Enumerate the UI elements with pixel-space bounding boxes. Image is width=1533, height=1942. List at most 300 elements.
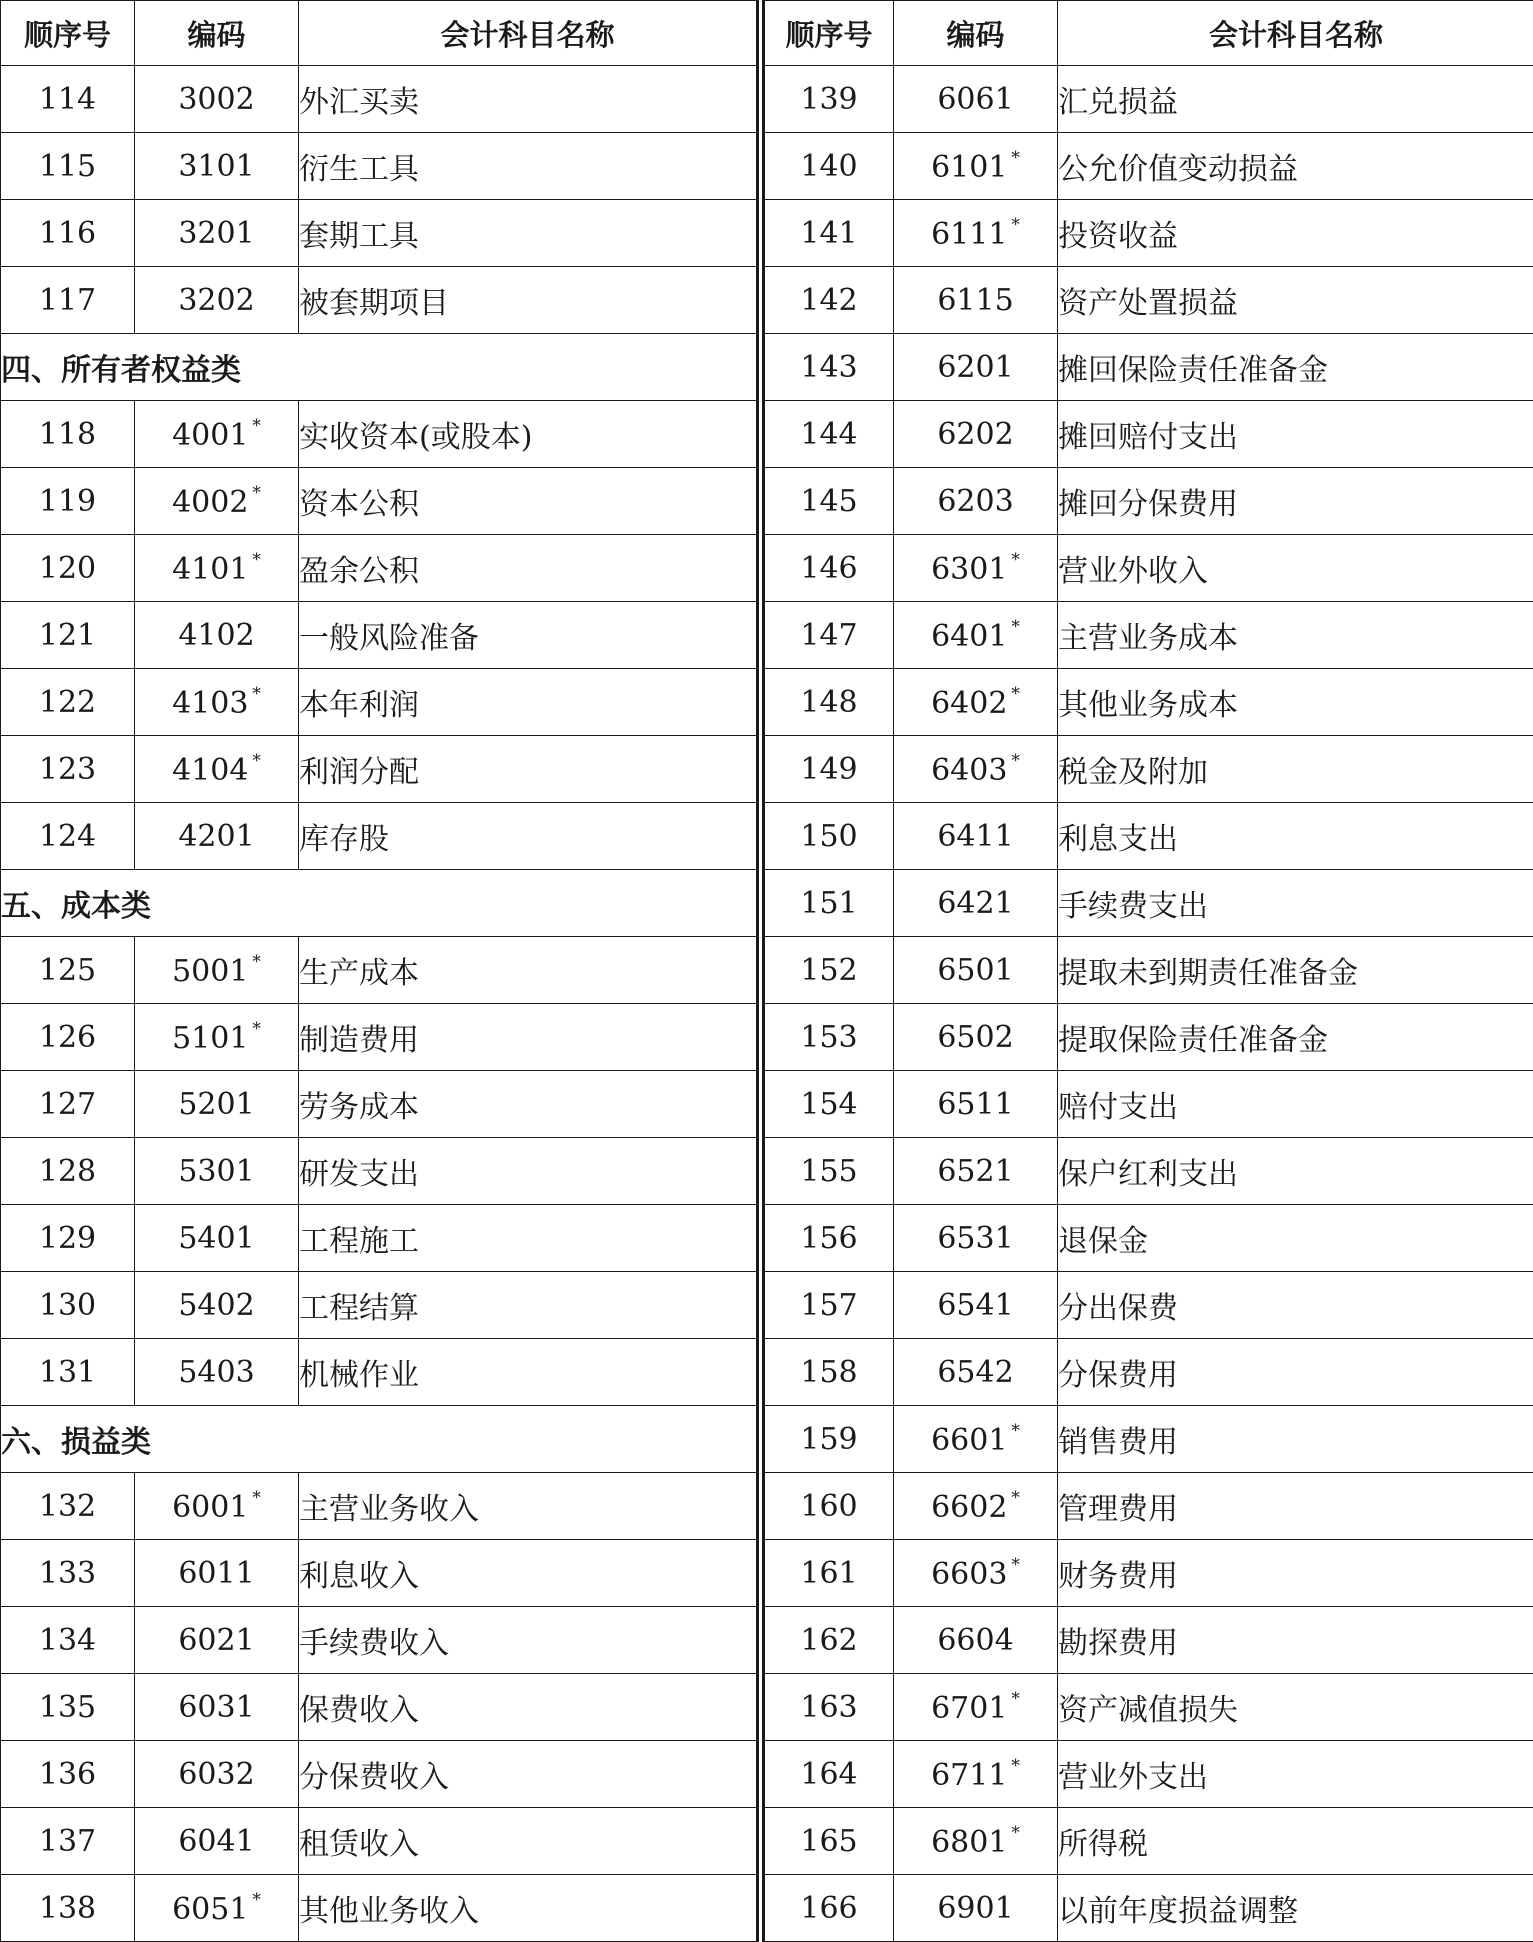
account-name-cell: 其他业务成本 (1058, 669, 1533, 736)
seq-cell: 136 (1, 1741, 135, 1808)
code-cell (135, 267, 299, 334)
code-cell (894, 1808, 1058, 1875)
seq-cell: 129 (1, 1205, 135, 1272)
account-row (764, 1875, 1533, 1942)
seq-cell: 132 (1, 1473, 135, 1540)
asterisk-marker: * (252, 751, 261, 771)
code-value: 6604 (937, 1623, 1013, 1658)
code-cell (135, 1540, 299, 1607)
header-row (764, 1, 1533, 66)
account-name-cell: 其他业务收入 (299, 1875, 758, 1942)
account-name-cell: 所得税 (1058, 1808, 1533, 1875)
code-value: 6801 (931, 1825, 1007, 1860)
code-cell (894, 401, 1058, 468)
seq-cell: 150 (764, 803, 894, 870)
section-row (1, 1406, 758, 1473)
account-name-cell: 以前年度损益调整 (1058, 1875, 1533, 1942)
account-name-cell: 摊回赔付支出 (1058, 401, 1533, 468)
account-row (764, 1138, 1533, 1205)
account-row (1, 1473, 758, 1540)
account-row (764, 1406, 1533, 1473)
seq-cell: 115 (1, 133, 135, 200)
account-name-cell: 营业外支出 (1058, 1741, 1533, 1808)
seq-cell: 120 (1, 535, 135, 602)
seq-cell: 118 (1, 401, 135, 468)
account-name-cell: 营业外收入 (1058, 535, 1533, 602)
seq-cell: 151 (764, 870, 894, 937)
account-name-cell: 提取未到期责任准备金 (1058, 937, 1533, 1004)
account-row (764, 602, 1533, 669)
account-row (1, 1540, 758, 1607)
code-value: 6401 (931, 619, 1007, 654)
code-value: 6711 (931, 1758, 1007, 1793)
seq-cell: 124 (1, 803, 135, 870)
account-name-cell: 被套期项目 (299, 267, 758, 334)
code-value: 6603 (931, 1557, 1007, 1592)
code-value: 6115 (937, 283, 1013, 318)
account-name-cell: 生产成本 (299, 937, 758, 1004)
code-value: 3101 (178, 149, 254, 184)
account-row (1, 468, 758, 535)
seq-cell: 127 (1, 1071, 135, 1138)
seq-cell: 122 (1, 669, 135, 736)
code-value: 3201 (178, 216, 254, 251)
account-row (764, 736, 1533, 803)
code-value: 3002 (178, 82, 254, 117)
accounts-table-left (0, 0, 759, 1942)
code-value: 6402 (931, 686, 1007, 721)
account-name-cell: 资产处置损益 (1058, 267, 1533, 334)
account-row (1, 66, 758, 133)
seq-cell: 154 (764, 1071, 894, 1138)
asterisk-marker: * (252, 416, 261, 436)
account-row (764, 535, 1533, 602)
account-name-cell: 本年利润 (299, 669, 758, 736)
code-cell (894, 1607, 1058, 1674)
account-name-cell: 制造费用 (299, 1004, 758, 1071)
seq-cell: 126 (1, 1004, 135, 1071)
code-cell (135, 602, 299, 669)
asterisk-marker: * (252, 952, 261, 972)
account-row (764, 937, 1533, 1004)
header-seq: 顺序号 (1, 1, 135, 66)
code-cell (135, 1339, 299, 1406)
account-row (1, 200, 758, 267)
account-row (764, 1741, 1533, 1808)
account-row (1, 1138, 758, 1205)
account-name-cell: 保户红利支出 (1058, 1138, 1533, 1205)
code-value: 6201 (937, 350, 1013, 385)
seq-cell: 139 (764, 66, 894, 133)
account-row (764, 803, 1533, 870)
account-row (1, 535, 758, 602)
code-cell (894, 1272, 1058, 1339)
code-value: 6041 (178, 1824, 254, 1859)
seq-cell: 145 (764, 468, 894, 535)
code-value: 6032 (178, 1757, 254, 1792)
seq-cell: 140 (764, 133, 894, 200)
code-value: 6403 (931, 753, 1007, 788)
seq-cell: 135 (1, 1674, 135, 1741)
account-name-cell: 勘探费用 (1058, 1607, 1533, 1674)
code-cell (894, 1674, 1058, 1741)
account-row (764, 334, 1533, 401)
account-name-cell: 套期工具 (299, 200, 758, 267)
account-row (764, 1540, 1533, 1607)
seq-cell: 128 (1, 1138, 135, 1205)
code-value: 6542 (937, 1355, 1013, 1390)
section-row (1, 870, 758, 937)
section-title: 六、损益类 (1, 1406, 758, 1473)
code-value: 5402 (178, 1288, 254, 1323)
account-row (764, 133, 1533, 200)
asterisk-marker: * (1011, 550, 1020, 570)
code-cell (894, 669, 1058, 736)
code-value: 6421 (937, 886, 1013, 921)
code-cell (135, 1205, 299, 1272)
account-row (1, 1272, 758, 1339)
header-seq: 顺序号 (764, 1, 894, 66)
seq-cell: 116 (1, 200, 135, 267)
code-value: 6061 (937, 82, 1013, 117)
code-cell (135, 1138, 299, 1205)
seq-cell: 159 (764, 1406, 894, 1473)
account-row (764, 468, 1533, 535)
code-value: 6301 (931, 552, 1007, 587)
asterisk-marker: * (1011, 1823, 1020, 1843)
code-cell (135, 1473, 299, 1540)
code-value: 4104 (172, 753, 248, 788)
account-name-cell: 手续费支出 (1058, 870, 1533, 937)
asterisk-marker: * (1011, 1689, 1020, 1709)
account-row (1, 401, 758, 468)
asterisk-marker: * (252, 1890, 261, 1910)
code-value: 5301 (178, 1154, 254, 1189)
code-cell (135, 401, 299, 468)
account-name-cell: 公允价值变动损益 (1058, 133, 1533, 200)
code-cell (135, 1741, 299, 1808)
code-value: 5001 (172, 954, 248, 989)
section-title: 四、所有者权益类 (1, 334, 758, 401)
header-row (1, 1, 758, 66)
asterisk-marker: * (252, 483, 261, 503)
account-name-cell: 分保费收入 (299, 1741, 758, 1808)
code-value: 5201 (178, 1087, 254, 1122)
code-cell (894, 1473, 1058, 1540)
seq-cell: 119 (1, 468, 135, 535)
code-cell (135, 803, 299, 870)
code-value: 6001 (172, 1490, 248, 1525)
account-row (764, 1674, 1533, 1741)
seq-cell: 147 (764, 602, 894, 669)
account-row (1, 1741, 758, 1808)
account-row (1, 803, 758, 870)
account-name-cell: 汇兑损益 (1058, 66, 1533, 133)
seq-cell: 141 (764, 200, 894, 267)
code-cell (894, 1875, 1058, 1942)
seq-cell: 158 (764, 1339, 894, 1406)
seq-cell: 164 (764, 1741, 894, 1808)
account-row (764, 1339, 1533, 1406)
account-name-cell: 销售费用 (1058, 1406, 1533, 1473)
code-value: 6202 (937, 417, 1013, 452)
code-value: 4002 (172, 485, 248, 520)
account-row (764, 669, 1533, 736)
account-name-cell: 一般风险准备 (299, 602, 758, 669)
account-name-cell: 盈余公积 (299, 535, 758, 602)
account-row (1, 1339, 758, 1406)
code-value: 6011 (178, 1556, 254, 1591)
code-value: 6531 (937, 1221, 1013, 1256)
code-value: 6203 (937, 484, 1013, 519)
code-cell (135, 1808, 299, 1875)
account-row (1, 602, 758, 669)
header-code: 编码 (135, 1, 299, 66)
code-value: 4102 (178, 618, 254, 653)
account-name-cell: 利息支出 (1058, 803, 1533, 870)
seq-cell: 144 (764, 401, 894, 468)
account-name-cell: 手续费收入 (299, 1607, 758, 1674)
seq-cell: 157 (764, 1272, 894, 1339)
seq-cell: 163 (764, 1674, 894, 1741)
account-name-cell: 管理费用 (1058, 1473, 1533, 1540)
asterisk-marker: * (1011, 148, 1020, 168)
code-cell (894, 267, 1058, 334)
code-cell (135, 1071, 299, 1138)
account-name-cell: 税金及附加 (1058, 736, 1533, 803)
code-value: 5401 (178, 1221, 254, 1256)
code-value: 6101 (931, 150, 1007, 185)
code-cell (894, 1138, 1058, 1205)
code-cell (135, 1607, 299, 1674)
account-name-cell: 资产减值损失 (1058, 1674, 1533, 1741)
code-value: 4001 (172, 418, 248, 453)
asterisk-marker: * (252, 1488, 261, 1508)
account-name-cell: 外汇买卖 (299, 66, 758, 133)
code-value: 6701 (931, 1691, 1007, 1726)
account-name-cell: 租赁收入 (299, 1808, 758, 1875)
seq-cell: 156 (764, 1205, 894, 1272)
seq-cell: 161 (764, 1540, 894, 1607)
code-cell (135, 133, 299, 200)
code-value: 6051 (172, 1892, 248, 1927)
seq-cell: 152 (764, 937, 894, 1004)
account-name-cell: 工程结算 (299, 1272, 758, 1339)
code-cell (894, 334, 1058, 401)
code-cell (894, 803, 1058, 870)
code-cell (894, 468, 1058, 535)
asterisk-marker: * (1011, 215, 1020, 235)
account-name-cell: 利润分配 (299, 736, 758, 803)
code-value: 6021 (178, 1623, 254, 1658)
code-value: 5403 (178, 1355, 254, 1390)
account-name-cell: 研发支出 (299, 1138, 758, 1205)
seq-cell: 143 (764, 334, 894, 401)
account-name-cell: 机械作业 (299, 1339, 758, 1406)
code-cell (135, 1674, 299, 1741)
seq-cell: 125 (1, 937, 135, 1004)
account-row (1, 736, 758, 803)
asterisk-marker: * (1011, 617, 1020, 637)
header-name: 会计科目名称 (299, 1, 758, 66)
code-cell (135, 669, 299, 736)
code-value: 6601 (931, 1423, 1007, 1458)
account-row (1, 267, 758, 334)
code-value: 6901 (937, 1891, 1013, 1926)
code-cell (894, 1540, 1058, 1607)
account-name-cell: 退保金 (1058, 1205, 1533, 1272)
code-cell (135, 1272, 299, 1339)
account-row (764, 1272, 1533, 1339)
seq-cell: 137 (1, 1808, 135, 1875)
account-row (764, 1808, 1533, 1875)
code-value: 5101 (172, 1021, 248, 1056)
asterisk-marker: * (1011, 1488, 1020, 1508)
account-name-cell: 提取保险责任准备金 (1058, 1004, 1533, 1071)
asterisk-marker: * (1011, 751, 1020, 771)
account-row (764, 200, 1533, 267)
code-value: 6541 (937, 1288, 1013, 1323)
code-value: 6411 (937, 819, 1013, 854)
code-value: 6502 (937, 1020, 1013, 1055)
account-row (1, 1205, 758, 1272)
account-row (764, 66, 1533, 133)
code-value: 6602 (931, 1490, 1007, 1525)
account-name-cell: 实收资本(或股本) (299, 401, 758, 468)
code-value: 6511 (937, 1087, 1013, 1122)
accounts-table-right (762, 0, 1533, 1942)
asterisk-marker: * (1011, 684, 1020, 704)
account-row (1, 937, 758, 1004)
account-name-cell: 衍生工具 (299, 133, 758, 200)
seq-cell: 153 (764, 1004, 894, 1071)
account-row (764, 401, 1533, 468)
account-name-cell: 资本公积 (299, 468, 758, 535)
code-value: 3202 (178, 283, 254, 318)
account-name-cell: 赔付支出 (1058, 1071, 1533, 1138)
account-row (1, 1875, 758, 1942)
code-cell (135, 937, 299, 1004)
section-title: 五、成本类 (1, 870, 758, 937)
code-value: 6031 (178, 1690, 254, 1725)
code-cell (135, 468, 299, 535)
code-cell (894, 736, 1058, 803)
asterisk-marker: * (1011, 1555, 1020, 1575)
account-row (764, 267, 1533, 334)
code-cell (135, 1004, 299, 1071)
account-name-cell: 工程施工 (299, 1205, 758, 1272)
seq-cell: 123 (1, 736, 135, 803)
code-cell (894, 133, 1058, 200)
seq-cell: 155 (764, 1138, 894, 1205)
code-cell (894, 1205, 1058, 1272)
seq-cell: 138 (1, 1875, 135, 1942)
code-cell (894, 1406, 1058, 1473)
code-value: 4201 (178, 819, 254, 854)
seq-cell: 160 (764, 1473, 894, 1540)
code-cell (894, 870, 1058, 937)
code-value: 6111 (931, 217, 1007, 252)
account-row (764, 1607, 1533, 1674)
account-row (764, 870, 1533, 937)
code-cell (894, 1339, 1058, 1406)
account-name-cell: 分出保费 (1058, 1272, 1533, 1339)
code-cell (894, 937, 1058, 1004)
seq-cell: 142 (764, 267, 894, 334)
code-cell (135, 66, 299, 133)
account-row (1, 1071, 758, 1138)
account-name-cell: 摊回分保费用 (1058, 468, 1533, 535)
seq-cell: 134 (1, 1607, 135, 1674)
code-cell (894, 1071, 1058, 1138)
seq-cell: 166 (764, 1875, 894, 1942)
seq-cell: 114 (1, 66, 135, 133)
account-row (1, 1674, 758, 1741)
seq-cell: 149 (764, 736, 894, 803)
seq-cell: 130 (1, 1272, 135, 1339)
account-name-cell: 主营业务成本 (1058, 602, 1533, 669)
code-cell (135, 535, 299, 602)
asterisk-marker: * (252, 1019, 261, 1039)
asterisk-marker: * (1011, 1756, 1020, 1776)
seq-cell: 148 (764, 669, 894, 736)
code-cell (894, 535, 1058, 602)
account-row (1, 1808, 758, 1875)
account-name-cell: 库存股 (299, 803, 758, 870)
account-name-cell: 劳务成本 (299, 1071, 758, 1138)
header-name: 会计科目名称 (1058, 1, 1533, 66)
account-row (1, 669, 758, 736)
account-name-cell: 主营业务收入 (299, 1473, 758, 1540)
account-row (1, 1607, 758, 1674)
section-row (1, 334, 758, 401)
code-cell (135, 200, 299, 267)
asterisk-marker: * (252, 684, 261, 704)
account-row (764, 1205, 1533, 1272)
seq-cell: 133 (1, 1540, 135, 1607)
account-row (1, 1004, 758, 1071)
account-row (1, 133, 758, 200)
asterisk-marker: * (1011, 1421, 1020, 1441)
code-cell (894, 602, 1058, 669)
account-row (764, 1071, 1533, 1138)
account-name-cell: 财务费用 (1058, 1540, 1533, 1607)
code-cell (135, 1875, 299, 1942)
seq-cell: 131 (1, 1339, 135, 1406)
code-cell (135, 736, 299, 803)
code-cell (894, 1741, 1058, 1808)
seq-cell: 162 (764, 1607, 894, 1674)
seq-cell: 165 (764, 1808, 894, 1875)
account-row (764, 1004, 1533, 1071)
seq-cell: 121 (1, 602, 135, 669)
code-value: 6521 (937, 1154, 1013, 1189)
account-name-cell: 投资收益 (1058, 200, 1533, 267)
account-name-cell: 分保费用 (1058, 1339, 1533, 1406)
code-cell (894, 200, 1058, 267)
account-row (764, 1473, 1533, 1540)
account-name-cell: 摊回保险责任准备金 (1058, 334, 1533, 401)
header-code: 编码 (894, 1, 1058, 66)
code-cell (894, 66, 1058, 133)
code-value: 6501 (937, 953, 1013, 988)
account-name-cell: 保费收入 (299, 1674, 758, 1741)
seq-cell: 146 (764, 535, 894, 602)
code-cell (894, 1004, 1058, 1071)
code-value: 4103 (172, 686, 248, 721)
seq-cell: 117 (1, 267, 135, 334)
code-value: 4101 (172, 552, 248, 587)
